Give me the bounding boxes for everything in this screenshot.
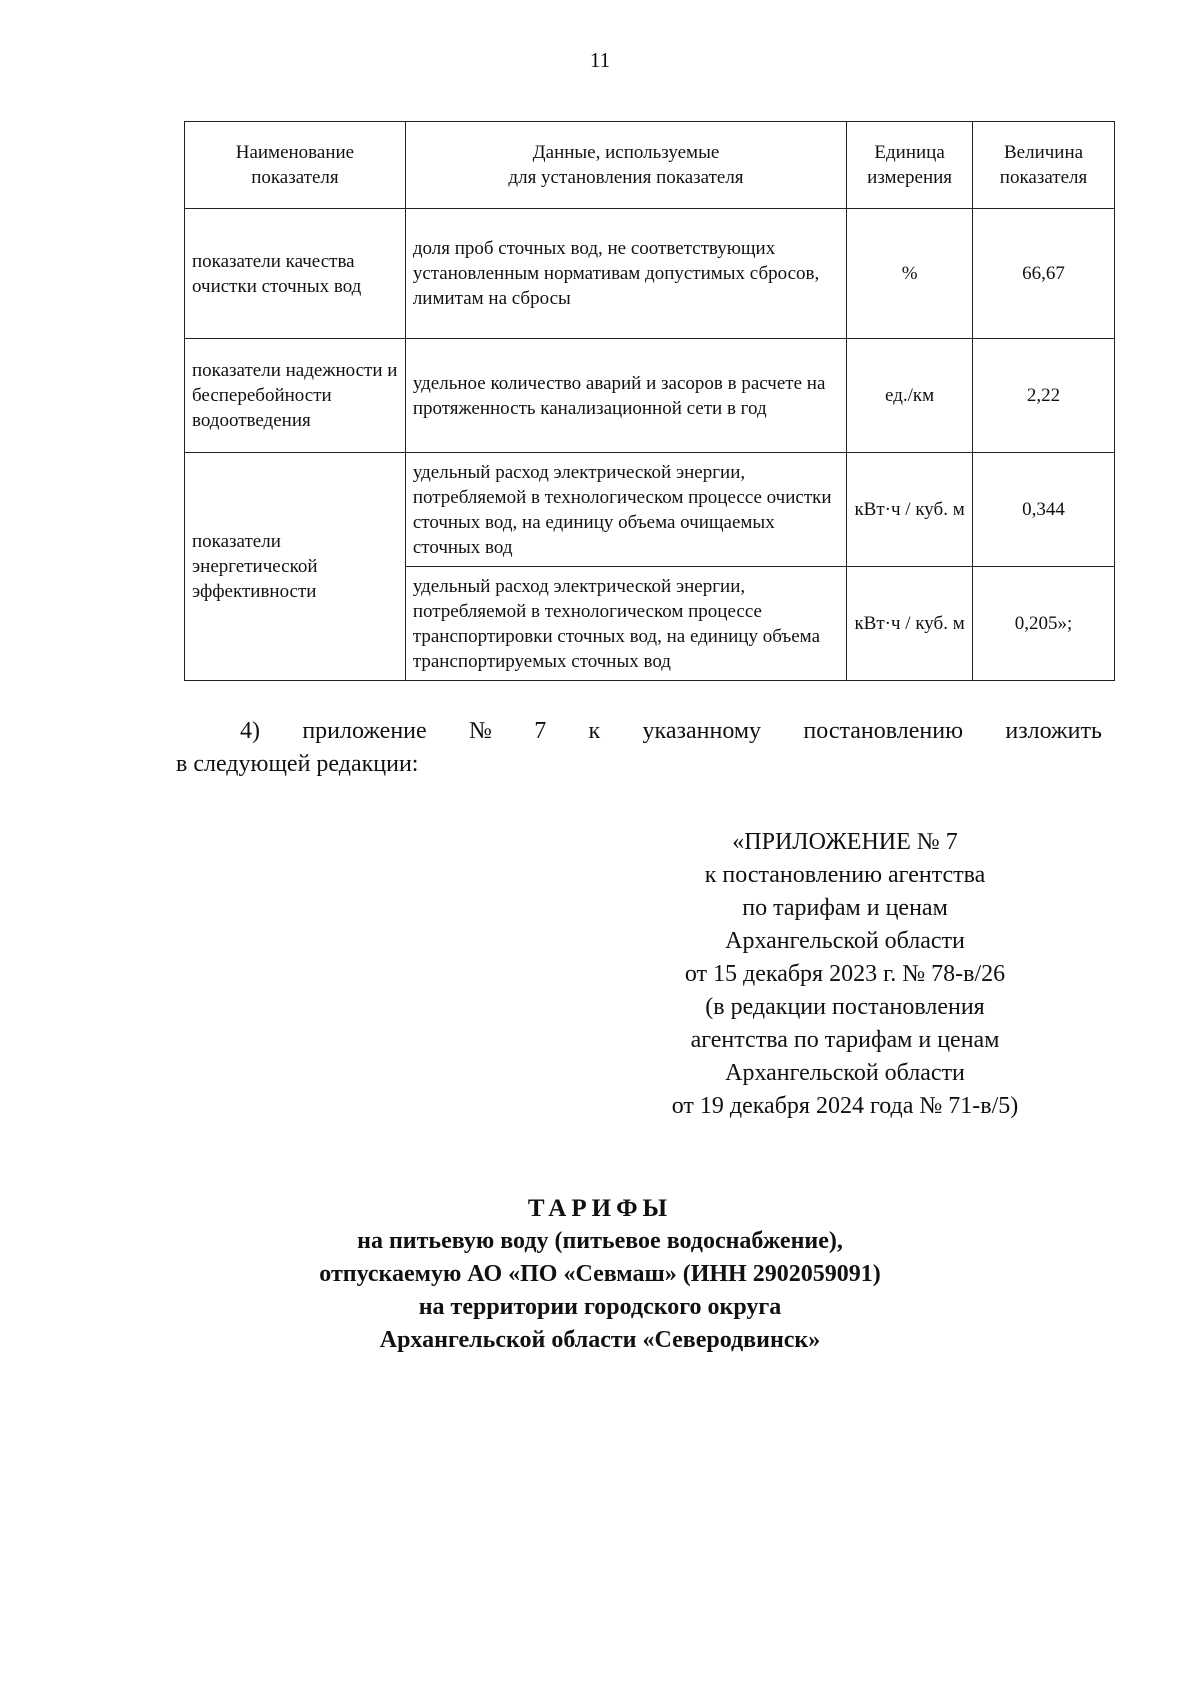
indicator-name: показатели качества очистки сточных вод (185, 209, 406, 339)
indicator-unit: кВт·ч / куб. м (847, 567, 973, 681)
appendix-line: агентства по тарифам и ценам (690, 1027, 1000, 1053)
appendix-line: Архангельской области (725, 1060, 965, 1086)
header-data: Данные, используемые для установления показателя (405, 122, 846, 209)
tariffs-subtitle-line: на территории городского округа (418, 1294, 782, 1320)
indicator-data: удельный расход электрической энергии, потребляемой в технологическом процессе очистки сточных вод, на единицу объема очищаемых сточных вод (405, 453, 846, 567)
tariffs-subtitle-line: Архангельской области «Северодвинск» (379, 1327, 821, 1353)
appendix-line: по тарифам и ценам (742, 895, 948, 921)
indicator-name: показатели энергетической эффективности (185, 453, 406, 681)
indicator-unit: ед./км (847, 339, 973, 453)
indicator-value: 66,67 (973, 209, 1115, 339)
appendix-line: от 19 декабря 2024 года № 71-в/5) (671, 1093, 1019, 1119)
paragraph-first-line: 4) приложение № 7 к указанному постановлению изложить (240, 718, 1102, 744)
header-value: Величина показателя (973, 122, 1115, 209)
indicator-value: 2,22 (973, 339, 1115, 453)
table-header-row (185, 122, 1115, 209)
appendix-line: «ПРИЛОЖЕНИЕ № 7 (732, 829, 958, 855)
header-unit: Единица измерения (847, 122, 973, 209)
indicators-table (184, 121, 1115, 681)
tariffs-subtitle-line: на питьевую воду (питьевое водоснабжение), (357, 1228, 843, 1254)
tariffs-heading (0, 1192, 1200, 1357)
appendix-line: Архангельской области (725, 928, 965, 954)
page-number: 11 (589, 48, 611, 72)
paragraph-second-line: в следующей редакции: (176, 751, 419, 777)
indicator-value: 0,344 (973, 453, 1115, 567)
tariffs-subtitle-line: отпускаемую АО «ПО «Севмаш» (ИНН 2902059091) (319, 1261, 881, 1287)
amendment-paragraph (176, 715, 1102, 781)
indicator-unit: кВт·ч / куб. м (847, 453, 973, 567)
indicator-data: доля проб сточных вод, не соответствующих установленным нормативам допустимых сбросов, лимитам на сбросы (405, 209, 846, 339)
indicator-data: удельный расход электрической энергии, потребляемой в технологическом процессе транспортировки сточных вод, на единицу объема транспортируемых сточных вод (405, 567, 846, 681)
indicator-value: 0,205»; (973, 567, 1115, 681)
table-row (185, 453, 1115, 567)
indicator-data: удельное количество аварий и засоров в расчете на протяженность канализационной сети в год (405, 339, 846, 453)
appendix-line: от 15 декабря 2023 г. № 78-в/26 (684, 961, 1006, 987)
indicator-unit: % (847, 209, 973, 339)
tariffs-title: ТАРИФЫ (527, 1195, 673, 1222)
appendix-line: к постановлению агентства (704, 862, 986, 888)
header-indicator-name: Наименование показателя (185, 122, 406, 209)
table-row (185, 339, 1115, 453)
table-row (185, 209, 1115, 339)
appendix-line: (в редакции постановления (705, 994, 985, 1020)
appendix-header (640, 826, 1050, 1123)
indicator-name: показатели надежности и бесперебойности водоотведения (185, 339, 406, 453)
